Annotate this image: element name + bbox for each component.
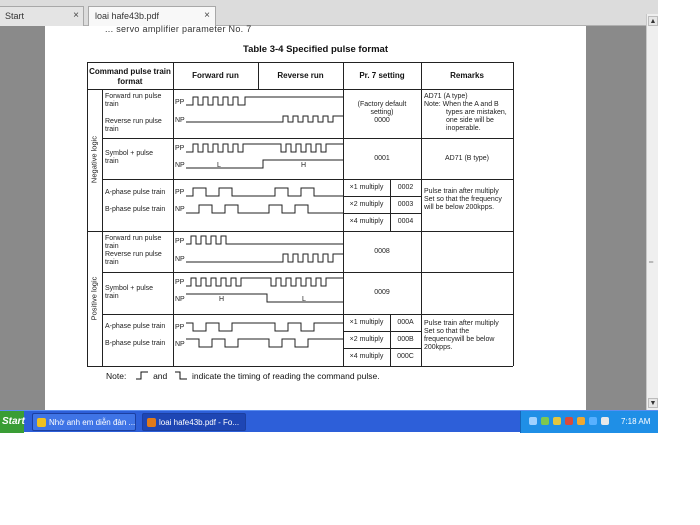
tab-start[interactable] xyxy=(0,6,84,26)
format-label: A-phase pulse train xyxy=(105,189,166,196)
signal-pp: PP xyxy=(175,99,185,106)
remark-line: frequencywill be below xyxy=(424,336,495,343)
remark-line: 200kpps. xyxy=(424,344,453,351)
multiply-label: ×2 multiply xyxy=(349,201,384,208)
multiply-label: ×4 multiply xyxy=(349,218,384,225)
setting-line: setting) xyxy=(370,109,394,116)
negative-logic-label: Negative logic xyxy=(89,135,99,184)
security-icon[interactable] xyxy=(553,417,561,425)
setting-code: 0002 xyxy=(397,184,414,191)
remark-line: will be below 200kpps. xyxy=(424,204,495,211)
setting-code: 0004 xyxy=(397,218,414,225)
table-title: Table 3-4 Specified pulse format xyxy=(242,44,388,55)
falling-edge-icon xyxy=(174,371,188,380)
header-remarks: Remarks xyxy=(450,71,484,80)
signal-pp: PP xyxy=(175,279,185,286)
signal-low: L xyxy=(302,296,306,303)
close-icon[interactable]: × xyxy=(73,10,79,21)
start-button[interactable]: Start xyxy=(0,411,24,433)
taskbar-item-pdf[interactable] xyxy=(142,413,246,431)
format-label-line: train xyxy=(105,243,119,250)
format-label-line: train xyxy=(105,259,119,266)
taskbar-item-label: Nhờ anh em diễn đàn ... xyxy=(49,418,136,427)
multiply-label: ×1 multiply xyxy=(349,319,384,326)
pdf-page xyxy=(45,26,586,410)
format-label-line: Symbol + pulse xyxy=(105,150,154,157)
remark-line: Set so that the frequency xyxy=(424,196,502,203)
pdf-reader-icon xyxy=(147,418,156,427)
header-forward: Forward run xyxy=(192,71,239,80)
setting-line: 0000 xyxy=(374,117,390,124)
tab-start-label: Start xyxy=(5,11,25,21)
remark-text: AD71 (B type) xyxy=(445,155,489,162)
format-label: B-phase pulse train xyxy=(105,206,166,213)
format-label: A-phase pulse train xyxy=(105,323,166,330)
signal-np: NP xyxy=(175,341,185,348)
format-label-line: Forward run pulse xyxy=(105,93,162,100)
header-command-line: Command pulse train xyxy=(89,67,171,76)
signal-pp: PP xyxy=(175,145,185,152)
system-tray xyxy=(520,411,658,433)
rising-edge-icon xyxy=(135,371,149,380)
clock[interactable]: 7:18 AM xyxy=(621,417,651,426)
multiply-label: ×1 multiply xyxy=(349,184,384,191)
network-icon[interactable] xyxy=(529,417,537,425)
taskbar-item-label: loai hafe43b.pdf - Fo... xyxy=(159,418,240,427)
document-viewer xyxy=(0,26,658,410)
browser-icon xyxy=(37,418,46,427)
header-command-line: format xyxy=(117,77,143,86)
tab-pdf-label: loai hafe43b.pdf xyxy=(95,11,160,21)
remark-line: Set so that the xyxy=(424,328,470,335)
multiply-label: ×4 multiply xyxy=(349,353,384,360)
remark-line: Pulse train after multiply xyxy=(424,320,499,327)
setting-value: 0008 xyxy=(374,248,390,255)
multiply-label: ×2 multiply xyxy=(349,336,384,343)
table-note xyxy=(106,371,380,381)
signal-high: H xyxy=(301,162,307,169)
remark-line: Note: When the A and B xyxy=(424,101,499,108)
signal-np: NP xyxy=(175,117,185,124)
signal-np: NP xyxy=(175,162,185,169)
taskbar-item-browser[interactable] xyxy=(32,413,136,431)
header-setting: Pr. 7 setting xyxy=(359,71,405,80)
signal-pp: PP xyxy=(175,189,185,196)
scroll-down-icon[interactable]: ▼ xyxy=(649,400,657,407)
remark-text xyxy=(424,320,512,352)
tab-pdf[interactable] xyxy=(88,6,216,26)
remark-line: types are mistaken, xyxy=(446,109,507,116)
volume-icon[interactable] xyxy=(601,417,609,425)
format-label-line: train xyxy=(105,158,119,165)
note-middle: and xyxy=(153,371,168,381)
format-label-line: train xyxy=(105,126,119,133)
format-label-line: Reverse run pulse xyxy=(105,118,162,125)
vertical-scrollbar[interactable] xyxy=(646,14,658,410)
signal-pp: PP xyxy=(175,324,185,331)
format-label-line: Reverse run pulse xyxy=(105,251,162,258)
update-icon[interactable] xyxy=(577,417,585,425)
remark-line: Pulse train after multiply xyxy=(424,188,499,195)
close-icon[interactable]: × xyxy=(204,10,210,21)
signal-np: NP xyxy=(175,206,185,213)
format-label: B-phase pulse train xyxy=(105,340,166,347)
setting-code: 0003 xyxy=(397,201,414,208)
shield-icon[interactable] xyxy=(565,417,573,425)
note-suffix: indicate the timing of reading the command pulse. xyxy=(192,371,380,381)
taskbar xyxy=(0,410,658,432)
setting-value: 0009 xyxy=(374,289,390,296)
signal-pp: PP xyxy=(175,238,185,245)
cutoff-text: ... servo amplifier parameter No. 7 xyxy=(105,24,252,34)
remark-line: one side will be xyxy=(446,117,494,124)
scroll-grip-icon[interactable]: ═ xyxy=(649,260,654,266)
format-label-line: Forward run pulse xyxy=(105,235,162,242)
setting-value: 0001 xyxy=(374,155,390,162)
signal-high: H xyxy=(219,296,225,303)
pulse-waveform xyxy=(45,26,586,410)
format-label-line: train xyxy=(105,101,119,108)
setting-line: (Factory default xyxy=(357,101,407,108)
setting-code: 000B xyxy=(397,336,414,343)
header-reverse: Reverse run xyxy=(277,71,324,80)
remark-line: inoperable. xyxy=(446,125,481,132)
positive-logic-label: Positive logic xyxy=(89,276,99,321)
scroll-up-icon[interactable]: ▲ xyxy=(649,18,657,25)
signal-np: NP xyxy=(175,296,185,303)
setting-code: 000C xyxy=(397,353,414,360)
signal-np: NP xyxy=(175,256,185,263)
antivirus-icon[interactable] xyxy=(589,417,597,425)
format-label-line: train xyxy=(105,293,119,300)
remark-line: AD71 (A type) xyxy=(424,93,468,100)
chat-icon[interactable] xyxy=(541,417,549,425)
signal-low: L xyxy=(217,162,221,169)
tab-strip xyxy=(0,0,658,26)
setting-code: 000A xyxy=(397,319,414,326)
note-prefix: Note: xyxy=(106,371,127,381)
format-label-line: Symbol + pulse xyxy=(105,285,154,292)
